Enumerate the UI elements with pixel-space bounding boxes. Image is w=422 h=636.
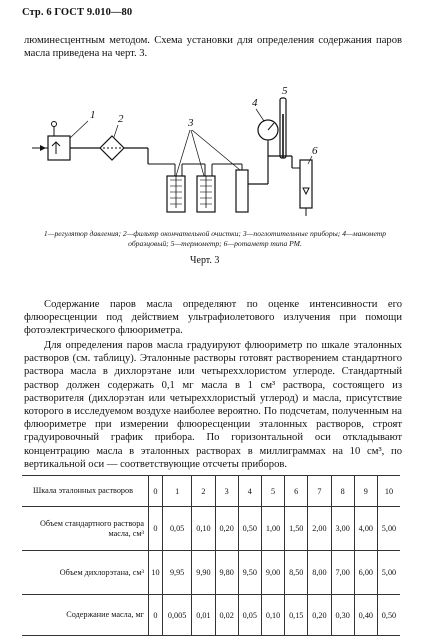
table-cell: 8,00 (308, 551, 331, 595)
row-label: Объем дихлорэтана, см³ (22, 551, 149, 595)
label-5: 5 (282, 85, 288, 97)
table-cell: 0 (149, 595, 163, 636)
table-cell: 0,15 (285, 595, 308, 636)
manometer (258, 120, 278, 142)
table-cell: 5 (261, 476, 284, 507)
table-cell: 0 (149, 507, 163, 551)
table-row (22, 551, 400, 595)
thermometer (280, 98, 286, 158)
table-cell: 2 (192, 476, 215, 507)
table-cell: 6 (285, 476, 308, 507)
table-cell: 0,10 (192, 507, 215, 551)
label-2: 2 (118, 113, 124, 125)
table-cell: 1,00 (261, 507, 284, 551)
paragraph-calibration: Для определения паров масла градуируют флюориметр по шкале эталонных растворов (см. таблицу). Эталонные растворы готовят растворением стандартного раствора масла в дихлорэтане или четыреххлористом углероде. Стандартный раствор должен содержать 0,1 мг масла в 1 см³ раствора, состоящего из растворителя (дихлорэтан или четыреххлористый углерод) и масла, присутствие которого в исследуемом воздухе наиболее вероятно. По подсчетам, полученным на флюориметре при измерении флюоресценции эталонных растворов, строят градуировочный график прибора. По горизонтальной оси откладывают концентрацию масла в эталонных растворах в миллиграммах на 10 см³, по вертикальной оси — соответствующие отсчеты приборов. (24, 340, 402, 470)
label-1: 1 (90, 109, 96, 121)
table-cell: 9,80 (215, 551, 238, 595)
table-cell: 10 (149, 551, 163, 595)
paragraph-intro: люминесцентным методом. Схема установки для определения содержания паров масла приведена на черт. 3. (24, 35, 402, 60)
table-cell: 0,30 (331, 595, 354, 636)
table-cell: 2,00 (308, 507, 331, 551)
table-cell: 10 (377, 476, 400, 507)
pressure-regulator (48, 122, 70, 161)
table-cell: 8 (331, 476, 354, 507)
table-cell: 9 (354, 476, 377, 507)
table-cell: 7 (308, 476, 331, 507)
row-label: Объем стандартного раствора масла, см³ (22, 507, 149, 551)
table-cell: 6,00 (354, 551, 377, 595)
table-row (22, 507, 400, 551)
page-header: Стр. 6 ГОСТ 9.010—80 (22, 7, 133, 18)
table-cell: 4 (238, 476, 261, 507)
table-header-label: Шкала эталонных растворов (22, 476, 149, 507)
table-cell: 9,90 (192, 551, 215, 595)
table-cell: 0,10 (261, 595, 284, 636)
table-cell: 0,05 (238, 595, 261, 636)
table-cell: 0,40 (354, 595, 377, 636)
table-cell: 0,50 (377, 595, 400, 636)
table-cell: 0,50 (238, 507, 261, 551)
label-4: 4 (252, 97, 258, 109)
figure-label: Черт. 3 (190, 255, 220, 266)
label-3: 3 (188, 117, 194, 129)
rotameter (292, 160, 312, 216)
figure-caption: 1—регулятор давления; 2—фильтр окончательной очистки; 3—поглотительные приборы; 4—манометр образцовый; 5—термометр; 6—ротаметр типа РМ. (43, 229, 387, 248)
table-cell: 1,50 (285, 507, 308, 551)
table-cell: 0,02 (215, 595, 238, 636)
table-cell: 5,00 (377, 551, 400, 595)
table-cell: 9,00 (261, 551, 284, 595)
label-6: 6 (312, 145, 318, 157)
installation-diagram (30, 84, 360, 224)
table-cell: 0,005 (162, 595, 191, 636)
table-cell: 0,01 (192, 595, 215, 636)
fine-filter (100, 136, 124, 160)
table-cell: 1 (162, 476, 191, 507)
air-inlet (32, 145, 48, 151)
table-cell: 7,00 (331, 551, 354, 595)
table-header-row (22, 476, 400, 507)
table-cell: 0,20 (215, 507, 238, 551)
table-cell: 8,50 (285, 551, 308, 595)
table-cell: 0,20 (308, 595, 331, 636)
reference-solutions-table (22, 475, 400, 636)
table-cell: 3 (215, 476, 238, 507)
table-cell: 0,05 (162, 507, 191, 551)
absorber-devices (148, 164, 248, 212)
table-cell: 9,95 (162, 551, 191, 595)
table-cell: 9,50 (238, 551, 261, 595)
table-cell: 0 (149, 476, 163, 507)
table-row (22, 595, 400, 636)
table-cell: 3,00 (331, 507, 354, 551)
table-cell: 4,00 (354, 507, 377, 551)
paragraph-method: Содержание паров масла определяют по оценке интенсивности его флюоресценции под действием ультрафиолетового излучения при помощи фотоэлектрического флюориметра. (24, 299, 402, 337)
row-label: Содержание масла, мг (22, 595, 149, 636)
table-cell: 5,00 (377, 507, 400, 551)
